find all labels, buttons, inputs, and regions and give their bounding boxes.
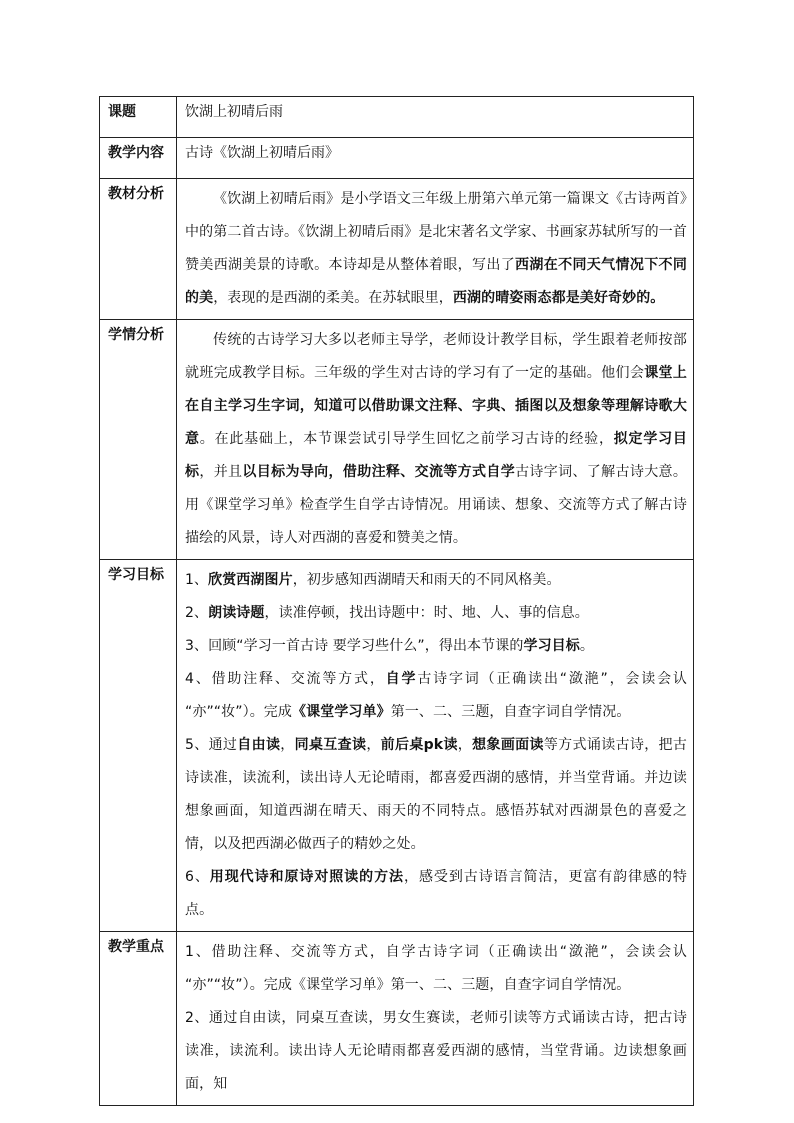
text-segment: 1、 [185,572,209,588]
text-segment: 《饮湖上初晴后雨》是小学语文三年级上册第六单元第一篇课文《古诗两首》中的第二首古诗。《饮湖上初晴后雨》是北宋著名文学家、书画家苏轼所写的一首赞美西湖美景的诗歌。本诗却是从整体着眼，写出了 [185,191,687,273]
goal-item [185,663,687,729]
text-segment: ，读准停顿，找出诗题中：时、地、人、事的信息。 [264,605,589,621]
bold-segment: 想象画面读 [472,737,544,753]
row-teaching-content [100,138,694,179]
content-cell [177,179,694,320]
row-learning-goals [100,560,694,932]
bold-segment: 西湖在不同天气情况下不同的美 [185,257,687,306]
goal-item [185,729,687,861]
bold-segment: 课堂上在自主学习生字词，知道可以借助课文注释、字典、插图以及想象等理解诗歌大意 [185,365,687,447]
label-cell [100,97,177,138]
row-label: 学习目标 [108,567,164,583]
bold-segment: 同桌互查读 [294,737,367,753]
goal-item [185,564,687,597]
textbook-analysis-text [185,183,687,315]
content-cell [177,138,694,179]
label-cell [100,138,177,179]
goal-item [185,861,687,927]
text-segment: ， [280,737,295,753]
text-segment: ，初步感知西湖晴天和雨天的不同风格美。 [292,572,561,588]
row-label: 课题 [108,104,136,120]
text-segment: 古诗字词、了解古诗大意。用《课堂学习单》检查学生自学古诗情况。用诵读、想象、交流等方式了解古诗描绘的风景，诗人对西湖的喜爱和赞美之情。 [185,464,688,546]
text-segment: ， [366,737,381,753]
text-segment: ， [457,737,473,753]
bold-segment: 自学 [385,671,418,687]
text-segment: 5、通过 [185,737,238,753]
focus-item: 2、通过自由读，同桌互查读，男女生赛读，老师引读等方式诵读古诗，把古诗读准，读流利。读出诗人无论晴雨都喜爱西湖的感情，当堂背诵。边读想象画面，知 [185,1010,687,1092]
bold-segment: 朗读诗题 [208,605,265,621]
bold-segment: 用现代诗和原诗对照读的方法 [209,869,404,885]
bold-segment: 西湖的晴姿雨态都是美好奇妙的。 [452,290,665,306]
row-label: 教学重点 [108,939,164,955]
label-cell [100,560,177,932]
text-segment: 4、借助注释、交流等方式， [185,671,386,687]
row-lesson-title [100,97,694,138]
label-cell [100,932,177,1106]
label-cell [100,320,177,560]
content-cell [177,932,694,1106]
lesson-title-value: 饮湖上初晴后雨 [185,104,283,120]
goal-item [185,630,687,663]
text-segment: 。在此基础上，本节课尝试引导学生回忆之前学习古诗的经验， [199,431,614,447]
row-label: 教材分析 [108,186,164,202]
text-segment: ，并且 [199,464,243,480]
text-segment: 第一、二、三题，自查字词自学情况。 [390,704,631,720]
lesson-plan-table [99,96,694,1106]
bold-segment: 前后桌pk读 [380,737,458,753]
text-segment: 传统的古诗学习大多以老师主导学，老师设计教学目标，学生跟着老师按部就班完成教学目标。三年级的学生对古诗的学习有了一定的基础。他们会 [185,332,687,381]
label-cell [100,179,177,320]
bold-segment: 学习目标 [523,638,580,654]
text-segment: 2、 [185,605,209,621]
text-segment: 古诗字词（正确读出“潋滟”，会读会认 “亦”“妆”）。完成 [185,671,687,720]
text-segment: 6、 [185,869,210,885]
text-segment: 3、回顾“学习一首古诗 要学习些什么”，得出本节课的 [185,638,524,654]
text-segment: ，感受到古诗语言简洁，更富有韵律感的特点。 [185,869,687,918]
teaching-content-value: 古诗《饮湖上初晴后雨》 [185,145,339,161]
row-student-analysis [100,320,694,560]
focus-item: 1、借助注释、交流等方式，自学古诗字词（正确读出“潋滟”，会读会认 “亦”“妆”）。完成《课堂学习单》第一、二、三题，自查字词自学情况。 [185,944,687,993]
student-analysis-text [185,324,687,555]
goal-item [185,597,687,630]
text-segment: 。 [579,638,594,654]
bold-segment: 以目标为导向，借助注释、交流等方式自学 [242,464,516,480]
row-teaching-focus [100,932,694,1106]
bold-segment: 《课堂学习单》 [292,704,391,720]
content-cell [177,97,694,138]
row-label: 学情分析 [108,327,164,343]
bold-segment: 自由读 [237,737,281,753]
row-label: 教学内容 [108,145,164,161]
content-cell [177,560,694,932]
text-segment: 等方式诵读古诗，把古诗读准，读流利，读出诗人无论晴雨，都喜爱西湖的感情，并当堂背诵。并边读想象画面，知道西湖在晴天、雨天的不同特点。感悟苏轼对西湖景色的喜爱之情，以及把西湖必做西子的精妙之处。 [185,737,687,852]
content-cell [177,320,694,560]
bold-segment: 欣赏西湖图片 [208,572,293,588]
bold-segment: 拟定学习目标 [185,431,688,480]
text-segment: ，表现的是西湖的柔美。在苏轼眼里， [213,290,453,306]
row-textbook-analysis [100,179,694,320]
